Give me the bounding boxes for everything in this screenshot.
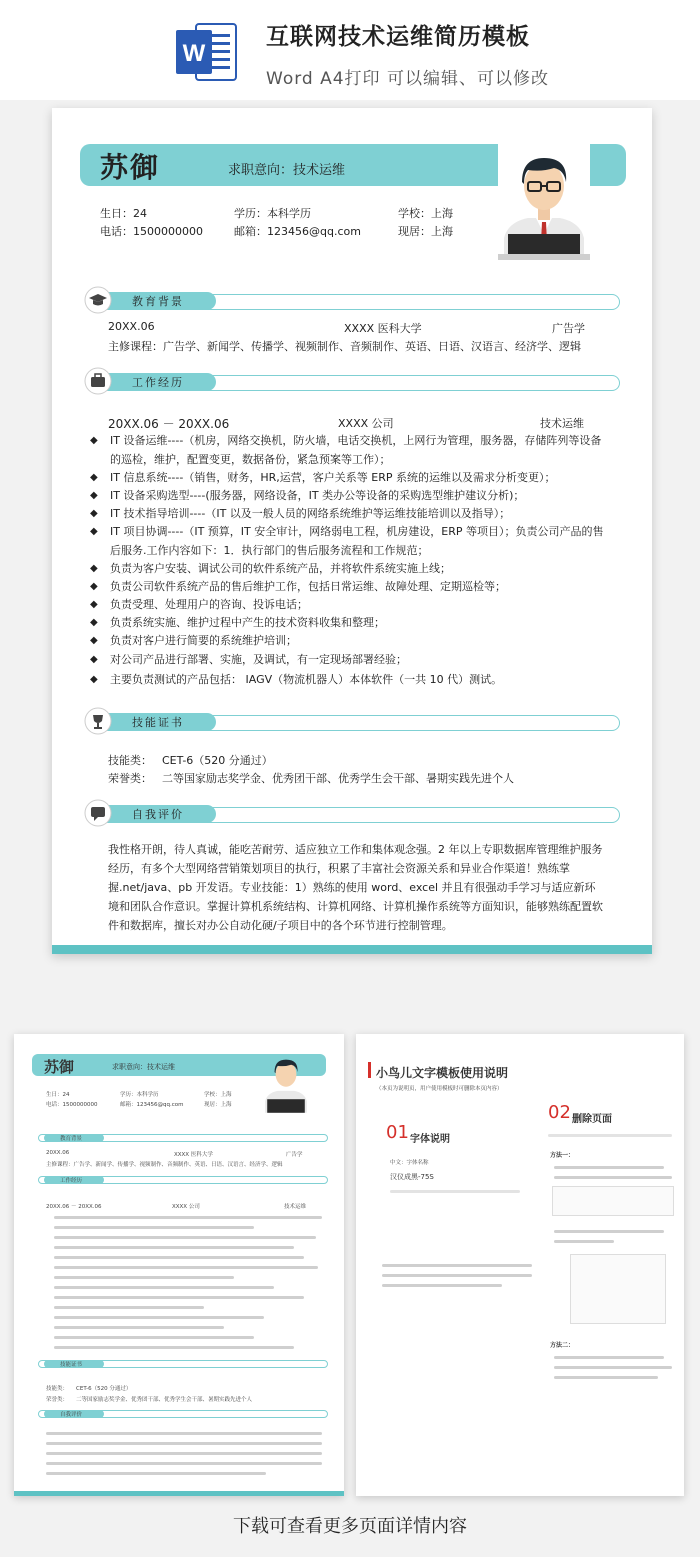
thumb-work-position: 技术运维 [284, 1204, 307, 1210]
instr-s1-title: 字体说明 [410, 1134, 450, 1145]
job-intent: 求职意向：技术运维 [228, 163, 346, 178]
thumb-info: 邮箱：123456@qq.com [120, 1102, 184, 1108]
instr-font-label: 中文：字体名称 [390, 1160, 429, 1166]
work-item: ◆ IT 技术指导培训----（IT 以及一般人员的网络系统维护等运维技能培训以及指导）； [110, 505, 608, 524]
thumb-edu-major: 广告学 [286, 1152, 303, 1158]
thumb-info: 现居：上海 [204, 1102, 232, 1108]
thumb-info: 电话：1500000000 [46, 1102, 98, 1108]
instr-method-2: 方法二： [550, 1342, 575, 1349]
section-title: 自我评价 [132, 808, 184, 821]
instr-font-name: 汉仪成黑-75S [390, 1173, 434, 1181]
edu-university: XXXX 医科大学 [344, 322, 422, 335]
instr-note: （本页为说明页，用户使用模板时可删除本页内容） [376, 1086, 503, 1092]
info-education: 学历：本科学历 [234, 207, 311, 220]
thumb-work-date: 20XX.06 － 20XX.06 [46, 1204, 102, 1210]
edu-date: 20XX.06 [108, 320, 155, 333]
instr-s1-number: 01 [386, 1122, 409, 1143]
thumb-intent: 求职意向：技术运维 [112, 1063, 175, 1071]
thumb-info: 学校：上海 [204, 1092, 232, 1098]
work-item: ◆ IT 项目协调----（IT 预算，IT 安全审计，网络弱电工程，机房建设，ERP 等项目）；负责公司产品的售后服务.工作内容如下：1．执行部门的售后服务流程和工作规范； [110, 523, 608, 560]
chat-icon [84, 799, 112, 827]
work-position: 技术运维 [540, 417, 584, 430]
thumb-section-title: 自我评价 [60, 1412, 83, 1418]
work-item: ◆ 主要负责测试的产品包括： IAGV（物流机器人）本体软件（一共 10 代）测试。 [110, 671, 608, 690]
work-item: ◆ 负责系统实施、维护过程中产生的技术资料收集和整理； [110, 614, 608, 633]
graduation-cap-icon [84, 286, 112, 314]
work-date: 20XX.06 － 20XX.06 [108, 417, 230, 431]
work-item: ◆ IT 信息系统----（销售，财务，HR,运营，客户关系等 ERP 系统的运维以及需求分析变更）； [110, 469, 608, 488]
section-education [82, 288, 622, 314]
section-title: 工作经历 [132, 376, 184, 389]
section-skills [82, 709, 622, 735]
thumb-skill-label: 技能类： [46, 1386, 69, 1392]
instr-method-1: 方法一： [550, 1152, 575, 1159]
instr-s2-number: 02 [548, 1102, 571, 1123]
work-company: XXXX 公司 [338, 417, 394, 430]
edu-courses: 主修课程：广告学、新闻学、传播学、视频制作、音频制作、英语、日语、汉语言、经济学、逻辑 [108, 340, 581, 353]
honor-value: 二等国家励志奖学金、优秀团干部、优秀学生会干部、暑期实践先进个人 [162, 772, 514, 785]
word-icon-letter: W [182, 40, 206, 67]
instr-title: 小鸟儿文字模板使用说明 [376, 1066, 509, 1080]
thumb-name: 苏御 [44, 1058, 75, 1076]
page-title: 互联网技术运维简历模板 [266, 24, 530, 50]
card-bottom-bar [52, 945, 652, 954]
thumb-info: 学历：本科学历 [120, 1092, 159, 1098]
info-residence: 现居：上海 [398, 225, 453, 238]
resume-name: 苏御 [100, 151, 161, 184]
download-caption: 下载可查看更多页面详情内容 [233, 1516, 467, 1537]
section-self [82, 801, 622, 827]
briefcase-icon [84, 367, 112, 395]
work-item: ◆ IT 设备运维----（机房，网络交换机，防火墙，电话交换机，上网行为管理，服务器，存储阵列等设备的巡检，维护，配置变更，数据备份，紧急预案等工作）； [110, 432, 608, 469]
trophy-icon [84, 707, 112, 735]
thumb-edu-date: 20XX.06 [46, 1150, 70, 1156]
word-icon [174, 20, 238, 84]
work-item: ◆ 负责为客户安装、调试公司的软件系统产品，并将软件系统实施上线； [110, 560, 608, 579]
info-email: 邮箱：123456@qq.com [234, 225, 361, 238]
header-banner [0, 0, 700, 100]
thumb-honor-label: 荣誉类： [46, 1397, 69, 1403]
work-item: ◆ 负责对客户进行简要的系统维护培训； [110, 632, 608, 651]
resume-preview[interactable] [52, 108, 652, 954]
info-school: 学校：上海 [398, 207, 453, 220]
thumb-honor-value: 二等国家励志奖学金、优秀团干部、优秀学生会干部、暑期实践先进个人 [76, 1397, 253, 1403]
info-birth: 生日：24 [100, 207, 147, 220]
work-item: ◆ 负责受理、处理用户的咨询、投诉电话； [110, 596, 608, 615]
honor-label: 荣誉类： [108, 772, 152, 785]
section-work [82, 369, 622, 395]
work-item: ◆ IT 设备采购选型----(服务器，网络设备，IT 类办公等设备的采购选型维护建议分析)； [110, 487, 608, 506]
avatar [262, 1050, 310, 1114]
thumbnail-instructions[interactable] [356, 1034, 684, 1496]
thumb-work-company: XXXX 公司 [172, 1204, 200, 1210]
instr-s2-title: 删除页面 [572, 1114, 612, 1125]
page-subtitle: Word A4打印 可以编辑、可以修改 [266, 69, 549, 89]
thumb-section-title: 教育背景 [60, 1136, 83, 1142]
section-title: 技能证书 [132, 716, 184, 729]
thumb-section-title: 工作经历 [60, 1178, 83, 1184]
self-evaluation: 我性格开朗，待人真诚，能吃苦耐劳、适应独立工作和集体观念强。2 年以上专职数据库管理维护服务经历，有多个大型网络营销策划项目的执行，积累了丰富社会资源关系和异业合作渠道！熟练掌握.net/java、pb 开发语。专业技能：1）熟练的使用 word、excel 并且有很强动手学习与适应新环境和团队合作意识。掌握计算机系统结构、计算机网络、计算机操作系统等方面知识，能够熟练配置软件和数据库，擅长对办公自动化硬/子项目中的各个环节进行控制管理。 [108, 843, 603, 932]
edu-major: 广告学 [552, 322, 585, 335]
work-item: ◆ 负责公司软件系统产品的售后维护工作，包括日常运维、故障处理、定期巡检等； [110, 578, 608, 597]
avatar [498, 142, 590, 260]
thumb-section-title: 技能证书 [60, 1362, 83, 1368]
thumb-skill-value: CET-6（520 分通过） [76, 1386, 132, 1392]
thumb-edu-university: XXXX 医科大学 [174, 1152, 213, 1158]
thumb-info: 生日：24 [46, 1092, 70, 1098]
work-item: ◆ 对公司产品进行部署、实施，及调试，有一定现场部署经验； [110, 651, 608, 670]
thumbnail-resume[interactable] [14, 1034, 344, 1496]
thumb-edu-courses: 主修课程：广告学、新闻学、传播学、视频制作、音频制作、英语、日语、汉语言、经济学、逻辑 [46, 1162, 283, 1168]
section-title: 教育背景 [132, 295, 184, 308]
skill-value: CET-6（520 分通过） [162, 754, 273, 767]
info-phone: 电话：1500000000 [100, 225, 203, 238]
skill-label: 技能类： [108, 754, 152, 767]
